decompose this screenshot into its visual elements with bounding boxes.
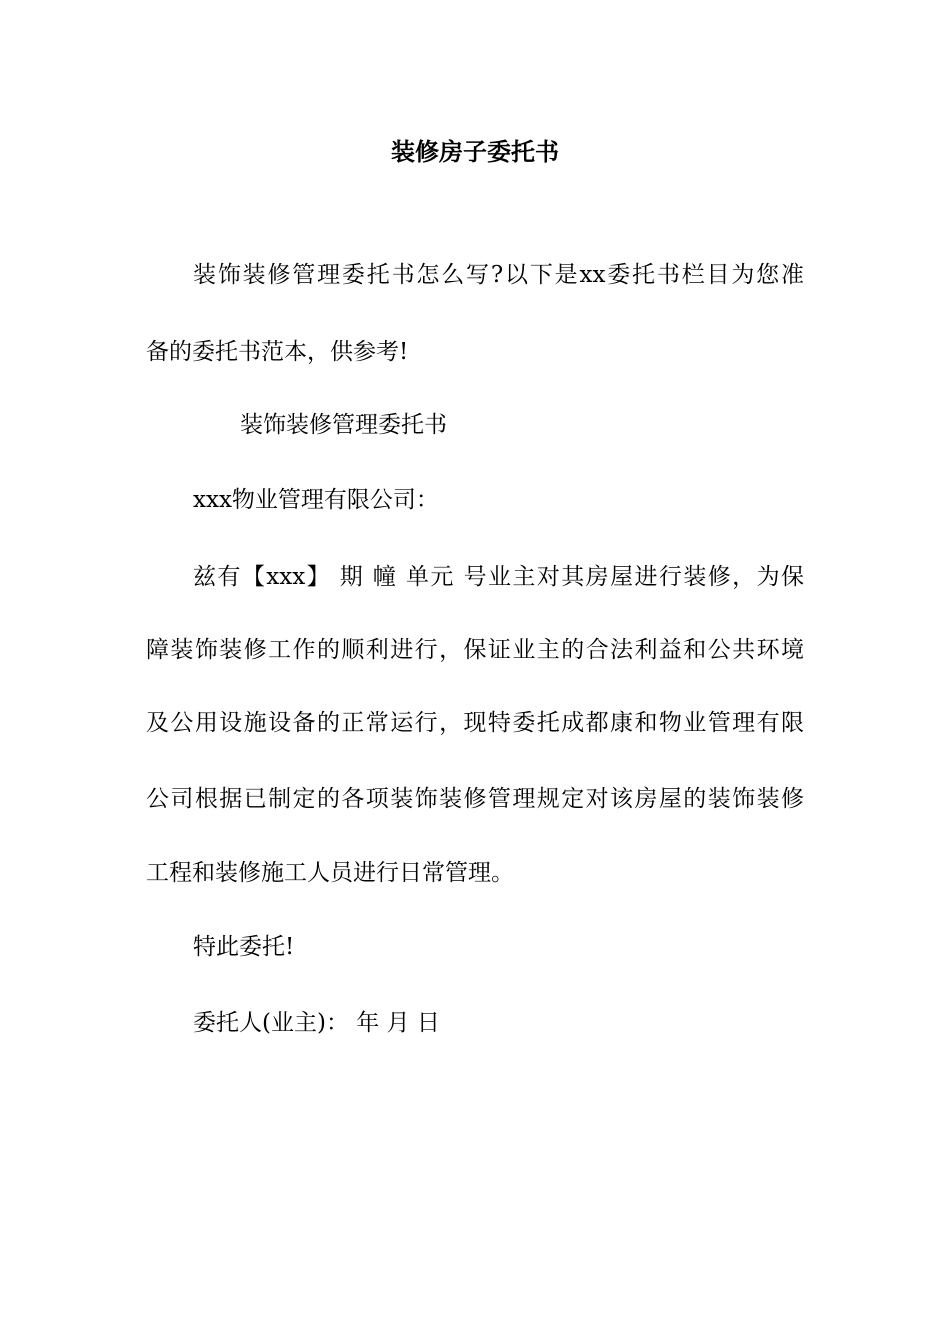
paragraph-line: 及公用设施设备的正常运行，现特委托成都康和物业管理有限 [146,710,804,736]
subtitle: 装饰装修管理委托书 [240,412,447,438]
addressee: xxx物业管理有限公司： [193,487,439,513]
closing-text: 特此委托! [193,934,295,960]
paragraph-line: 兹有【xxx】 期 幢 单元 号业主对其房屋进行装修，为保 [193,564,804,590]
paragraph-line: 备的委托书范本，供参考! [146,339,409,365]
paragraph-line: 障装饰装修工作的顺利进行，保证业主的合法利益和公共环境 [146,637,804,663]
paragraph-line: 公司根据已制定的各项装饰装修管理规定对该房屋的装饰装修 [146,786,804,812]
paragraph-line: 装饰装修管理委托书怎么写?以下是xx委托书栏目为您准 [193,262,804,288]
signature-line: 委托人(业主)： 年 月 日 [193,1010,440,1036]
paragraph-line: 工程和装修施工人员进行日常管理。 [146,860,514,886]
document-title: 装修房子委托书 [391,137,559,166]
